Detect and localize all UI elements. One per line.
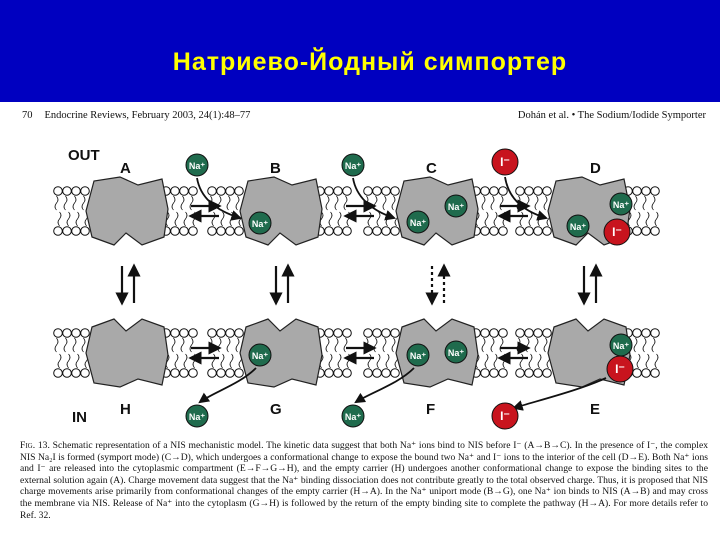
lipid-head [364,329,373,338]
lipid-tail [526,196,529,210]
iodide-ion [492,149,518,175]
lipid-tail [485,212,488,226]
sodium-ion [342,154,364,176]
lipid-head [189,227,198,236]
lipid-head [171,369,180,378]
lipid-head [208,329,217,338]
lipid-head [171,329,180,338]
lipid-tail [643,196,646,210]
lipid-head [54,329,63,338]
lipid-head [525,369,534,378]
lipid-tail [236,338,239,352]
lipid-head [226,329,235,338]
lipid-tail [386,354,389,368]
ion-label: Na⁺ [251,351,269,361]
lipid-head [481,329,490,338]
nis-carrier-4 [86,319,168,387]
ion-label: Na⁺ [409,218,427,228]
lipid-tail [535,196,538,210]
nis-model-figure [0,138,720,438]
lipid-tail [529,212,532,226]
lipid-head [226,369,235,378]
lipid-tail [637,354,640,368]
lipid-head [72,329,81,338]
sodium-ion [186,154,208,176]
lipid-tail [377,212,380,226]
lipid-head [208,187,217,196]
lipid-head [516,227,525,236]
state-label-h: H [120,401,131,418]
lipid-head [81,187,90,196]
lipid-tail [64,338,67,352]
lipid-head [391,369,400,378]
lipid-head [217,369,226,378]
lipid-tail [652,196,655,210]
lipid-tail [172,196,175,210]
lipid-head [334,227,343,236]
sodium-ion [407,211,429,233]
ion-label: I⁻ [612,225,622,239]
lipid-tail [73,196,76,210]
lipid-head [490,187,499,196]
state-label-c: C [426,160,437,177]
lipid-head [391,187,400,196]
ion-label: Na⁺ [409,351,427,361]
lipid-head [343,227,352,236]
lipid-tail [335,338,338,352]
lipid-head [516,369,525,378]
lipid-head [334,187,343,196]
lipid-head [382,369,391,378]
ion-label: Na⁺ [344,161,362,171]
iodide-ion [492,403,518,429]
lipid-tail [181,338,184,352]
lipid-tail [347,212,350,226]
lipid-tail [73,338,76,352]
lipid-head [481,369,490,378]
lipid-head [81,329,90,338]
lipid-head [651,187,660,196]
lipid-tail [491,338,494,352]
side-label-out: OUT [68,147,100,164]
lipid-tail [655,354,658,368]
lipid-tail [338,212,341,226]
lipid-head [499,369,508,378]
caption-text: Schematic representation of a NIS mechanistic model. The kinetic data suggest that both Na⁺ ions bind to NIS before I⁻ (A→B→C). In the presence of I⁻, the complex NIS Na₂I is formed (symport mode) (C→D), which undergoes a conformational change to expose the bound two Na⁺ and I⁻ ions to the interior of the cell (D→E). Both Na⁺ ions and I⁻ are released into the cytoplasmic compartment (E→F→G→H), and the empty carrier (H) undergoes another conformational change to expose the binding sites to the external solution again (A). Charge movement data suggest that the Na⁺ binding dissociation does not contribute greatly to the total observed charge. Thus, it is proposed that NIS charge movements arise primarily from conformational changes of the empty carrier (H→A). In the Na⁺ uniport mode (B→G), one Na⁺ ion binds to NIS (A→B) and may cross the membrane via NIS. Release of Na⁺ into the cytoplasm (G→H) is followed by the return of the empty binding site to complete the pathway (H→A). For more details refer to Ref. 32. [20,440,708,521]
lipid-tail [212,354,215,368]
lipid-tail [517,338,520,352]
lipid-head [543,329,552,338]
state-label-g: G [270,401,282,418]
lipid-head [81,227,90,236]
lipid-head [334,369,343,378]
lipid-head [226,187,235,196]
lipid-head [543,227,552,236]
lipid-head [180,329,189,338]
ion-label: Na⁺ [344,412,362,422]
lipid-head [373,329,382,338]
page-number: 70 [22,110,33,121]
sodium-ion [445,341,467,363]
lipid-head [525,227,534,236]
lipid-tail [67,212,70,226]
lipid-head [481,187,490,196]
lipid-tail [529,354,532,368]
lipid-head [325,187,334,196]
ion-label: I⁻ [500,155,510,169]
lipid-head [651,227,660,236]
lipid-tail [230,354,233,368]
lipid-tail [646,354,649,368]
lipid-tail [377,354,380,368]
state-label-d: D [590,160,601,177]
lipid-tail [503,354,506,368]
lipid-head [54,227,63,236]
lipid-head [180,187,189,196]
lipid-head [63,369,72,378]
nis-carrier-0 [86,177,168,245]
lipid-head [171,187,180,196]
ion-label: I⁻ [615,362,625,376]
lipid-head [382,187,391,196]
lipid-head [642,187,651,196]
lipid-head [72,369,81,378]
state-label-b: B [270,160,281,177]
lipid-head [235,329,244,338]
lipid-head [364,369,373,378]
lipid-tail [637,212,640,226]
side-label-in: IN [72,409,87,426]
lipid-tail [58,212,61,226]
title-banner [0,0,720,102]
lipid-tail [184,354,187,368]
lipid-tail [175,354,178,368]
lipid-tail [526,338,529,352]
lipid-head [343,369,352,378]
lipid-tail [538,354,541,368]
lipid-head [481,227,490,236]
lipid-head [391,329,400,338]
lipid-head [534,187,543,196]
lipid-tail [368,212,371,226]
lipid-head [373,187,382,196]
ion-label: Na⁺ [447,348,465,358]
lipid-tail [172,338,175,352]
sodium-ion [342,405,364,427]
lipid-tail [374,338,377,352]
journal-citation: Endocrine Reviews, February 2003, 24(1):48–77 [44,110,251,121]
lipid-head [534,227,543,236]
lipid-tail [500,338,503,352]
lipid-head [325,369,334,378]
lipid-head [499,329,508,338]
lipid-head [343,329,352,338]
lipid-tail [494,354,497,368]
lipid-head [63,187,72,196]
lipid-head [208,227,217,236]
lipid-head [63,329,72,338]
lipid-tail [520,212,523,226]
lipid-tail [212,212,215,226]
article-authors: Dohán et al. • The Sodium/Iodide Symporter [517,110,706,121]
transporter-carriers [86,177,630,387]
lipid-tail [491,196,494,210]
lipid-tail [184,212,187,226]
lipid-tail [643,338,646,352]
lipid-tail [326,338,329,352]
lipid-tail [82,196,85,210]
lipid-head [490,369,499,378]
lipid-tail [365,338,368,352]
lipid-tail [175,212,178,226]
lipid-head [391,227,400,236]
lipid-tail [55,338,58,352]
lipid-head [499,187,508,196]
lipid-head [633,329,642,338]
lipid-tail [652,338,655,352]
lipid-tail [634,196,637,210]
lipid-tail [67,354,70,368]
lipid-head [189,329,198,338]
lipid-tail [347,354,350,368]
lipid-tail [386,212,389,226]
lipid-tail [58,354,61,368]
lipid-head [81,369,90,378]
iodide-ion [604,219,630,245]
state-label-e: E [590,401,601,418]
lipid-head [364,187,373,196]
lipid-tail [76,212,79,226]
lipid-head [235,369,244,378]
lipid-tail [335,196,338,210]
lipid-head [490,227,499,236]
lipid-tail [209,338,212,352]
lipid-tail [646,212,649,226]
lipid-head [633,187,642,196]
lipid-tail [193,212,196,226]
lipid-head [54,187,63,196]
figure-caption [20,440,708,521]
lipid-tail [338,354,341,368]
lipid-tail [544,338,547,352]
lipid-head [54,369,63,378]
ion-label: I⁻ [500,409,510,423]
lipid-head [171,227,180,236]
lipid-tail [544,196,547,210]
ion-label: Na⁺ [447,202,465,212]
caption-figure-label: Fig. 13. [20,440,50,451]
lipid-head [217,227,226,236]
sodium-ion [567,215,589,237]
lipid-head [373,369,382,378]
lipid-head [516,187,525,196]
lipid-head [72,187,81,196]
lipid-tail [236,196,239,210]
lipid-tail [392,338,395,352]
lipid-head [334,329,343,338]
lipid-tail [218,338,221,352]
ion-label: Na⁺ [251,219,269,229]
lipid-tail [82,338,85,352]
lipid-tail [383,196,386,210]
lipid-head [325,329,334,338]
lipid-head [235,187,244,196]
nis-model-diagram [0,138,720,438]
lipid-tail [221,212,224,226]
lipid-tail [190,196,193,210]
lipid-tail [500,196,503,210]
state-label-f: F [426,401,436,418]
sodium-ion [445,195,467,217]
lipid-head [343,187,352,196]
lipid-tail [485,354,488,368]
lipid-head [651,369,660,378]
lipid-head [543,369,552,378]
na-binding-arrow [197,178,240,218]
sodium-ion [610,334,632,356]
lipid-head [534,369,543,378]
lipid-head [382,329,391,338]
lipid-tail [368,354,371,368]
lipid-head [642,369,651,378]
lipid-head [189,187,198,196]
lipid-tail [482,196,485,210]
lipid-head [180,227,189,236]
lipid-tail [383,338,386,352]
lipid-tail [329,354,332,368]
lipid-tail [520,354,523,368]
lipid-tail [538,212,541,226]
lipid-tail [655,212,658,226]
lipid-head [633,227,642,236]
ion-label: Na⁺ [612,341,630,351]
lipid-head [226,227,235,236]
lipid-tail [329,212,332,226]
lipid-tail [181,196,184,210]
lipid-tail [634,338,637,352]
lipid-head [543,187,552,196]
lipid-tail [55,196,58,210]
lipid-head [235,227,244,236]
lipid-tail [503,212,506,226]
lipid-head [525,329,534,338]
lipid-head [382,227,391,236]
lipid-head [651,329,660,338]
lipid-head [72,227,81,236]
iodide-ion [607,356,633,382]
lipid-tail [326,196,329,210]
ion-label: Na⁺ [612,200,630,210]
lipid-head [180,369,189,378]
lipid-head [633,369,642,378]
lipid-tail [221,354,224,368]
lipid-head [189,369,198,378]
ion-label: Na⁺ [188,412,206,422]
lipid-tail [190,338,193,352]
lipid-tail [344,196,347,210]
state-label-a: A [120,160,131,177]
lipid-head [642,227,651,236]
lipid-tail [344,338,347,352]
lipid-tail [494,212,497,226]
lipid-tail [227,196,230,210]
lipid-head [325,227,334,236]
sodium-ion [249,344,271,366]
slide-title: Натриево-Йодный симпортер [172,48,568,76]
lipid-tail [227,338,230,352]
lipid-head [63,227,72,236]
sodium-ion [407,344,429,366]
lipid-head [642,329,651,338]
lipid-head [208,369,217,378]
lipid-head [373,227,382,236]
lipid-head [490,329,499,338]
lipid-tail [482,338,485,352]
ion-label: Na⁺ [188,161,206,171]
lipid-head [217,187,226,196]
nis-carrier-1 [240,177,322,245]
journal-header [22,110,706,126]
lipid-head [516,329,525,338]
lipid-head [217,329,226,338]
ion-label: Na⁺ [569,222,587,232]
lipid-tail [76,354,79,368]
sodium-ion [249,212,271,234]
lipid-head [525,187,534,196]
lipid-tail [193,354,196,368]
lipid-head [364,227,373,236]
sodium-ion [610,193,632,215]
lipid-head [534,329,543,338]
lipid-tail [535,338,538,352]
lipid-head [499,227,508,236]
lipid-tail [392,196,395,210]
sodium-ion [186,405,208,427]
lipid-tail [64,196,67,210]
